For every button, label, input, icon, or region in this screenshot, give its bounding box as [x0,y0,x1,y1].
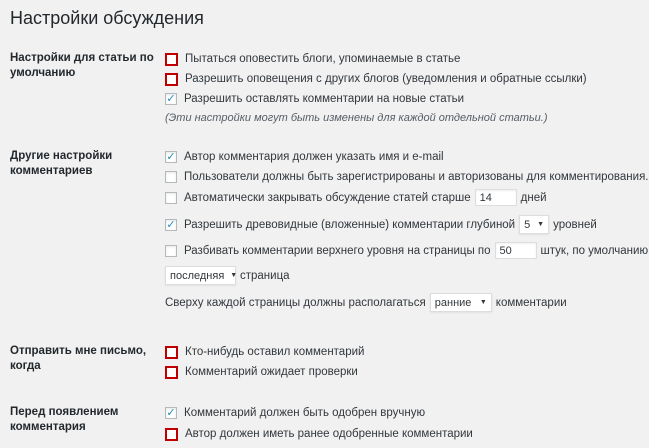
allow-pingbacks-option[interactable] [165,71,587,87]
auto-close-unit: дней [520,191,547,204]
default-article-note: (Эти настройки могут быть изменены для каждой отдельной статьи.) [165,112,548,124]
paginate-label: Разбивать комментарии верхнего уровня на страницы по [184,244,491,257]
default-page-value: последняя [170,269,225,282]
section-label-before-appear: Перед появлением комментария [10,406,119,433]
comment-order-value: ранние [434,296,472,309]
section-label-other-comments: Другие настройки комментариев [10,150,113,177]
require-name-checkbox[interactable] [165,151,177,163]
thread-depth-value: 5 [524,218,531,231]
comment-order-select[interactable] [430,293,492,312]
paginate-unit: штук, по умолчанию [540,244,649,257]
prior-approved-checkbox[interactable] [165,428,178,441]
notify-blogs-label: Пытаться оповестить блоги, упоминаемые в статье [185,53,461,65]
section-label-default-article: Настройки для статьи по умолчанию [10,52,154,79]
auto-close-option[interactable] [165,189,547,206]
checkmark-icon: ✓ [166,218,176,231]
default-page-label: страница [240,269,290,282]
paginate-checkbox[interactable] [165,245,177,257]
page-title: Настройки обсуждения [10,8,204,28]
email-on-moderation-checkbox[interactable] [165,366,178,379]
threaded-checkbox[interactable] [165,219,177,231]
allow-comments-option[interactable] [165,91,464,107]
email-on-comment-checkbox[interactable] [165,346,178,359]
default-page-row [165,266,290,285]
allow-pingbacks-checkbox[interactable] [165,73,178,86]
manual-approval-label: Комментарий должен быть одобрен вручную [184,407,426,419]
default-page-select[interactable] [165,266,236,285]
email-on-moderation-option[interactable] [165,364,358,380]
chevron-down-icon: ▼ [479,299,487,306]
allow-comments-label: Разрешить оставлять комментарии на новые статьи [184,93,465,105]
prior-approved-option[interactable] [165,426,473,442]
paginate-option[interactable] [165,242,648,259]
notify-blogs-option[interactable] [165,51,460,67]
require-name-label: Автор комментария должен указать имя и e-mail [184,151,444,163]
prior-approved-label: Автор должен иметь ранее одобренные комментарии [185,428,473,440]
auto-close-days-input[interactable]: 14 [475,189,517,206]
email-on-comment-option[interactable] [165,344,364,360]
comment-order-unit: комментарии [495,296,567,309]
threaded-unit: уровней [553,218,597,231]
notify-blogs-checkbox[interactable] [165,53,178,66]
section-label-email-me: Отправить мне письмо, когда [10,345,147,372]
checkmark-icon: ✓ [166,93,176,105]
threaded-label: Разрешить древовидные (вложенные) комментарии глубиной [184,218,516,231]
email-on-comment-label: Кто-нибудь оставил комментарий [185,346,365,358]
chevron-down-icon: ▼ [537,220,545,228]
threaded-option[interactable] [165,215,597,234]
require-name-option[interactable] [165,149,444,165]
thread-depth-select[interactable] [519,215,549,234]
comments-per-page-input[interactable]: 50 [495,242,537,259]
checkmark-icon: ✓ [166,407,176,419]
registered-checkbox[interactable] [165,171,177,183]
email-on-moderation-label: Комментарий ожидает проверки [185,366,358,378]
comment-order-label: Сверху каждой страницы должны располагаться [165,296,426,309]
checkmark-icon: ✓ [166,151,176,163]
registered-label: Пользователи должны быть зарегистрированы и авторизованы для комментирования. [184,171,649,183]
manual-approval-checkbox[interactable] [165,407,177,419]
registered-option[interactable] [165,169,649,185]
manual-approval-option[interactable] [165,405,425,421]
chevron-down-icon: ▼ [230,272,238,279]
comment-order-row [165,293,567,312]
allow-pingbacks-label: Разрешить оповещения с других блогов (уведомления и обратные ссылки) [185,73,587,85]
auto-close-label: Автоматически закрывать обсуждение статей старше [184,191,471,204]
auto-close-checkbox[interactable] [165,192,177,204]
allow-comments-checkbox[interactable] [165,93,177,105]
